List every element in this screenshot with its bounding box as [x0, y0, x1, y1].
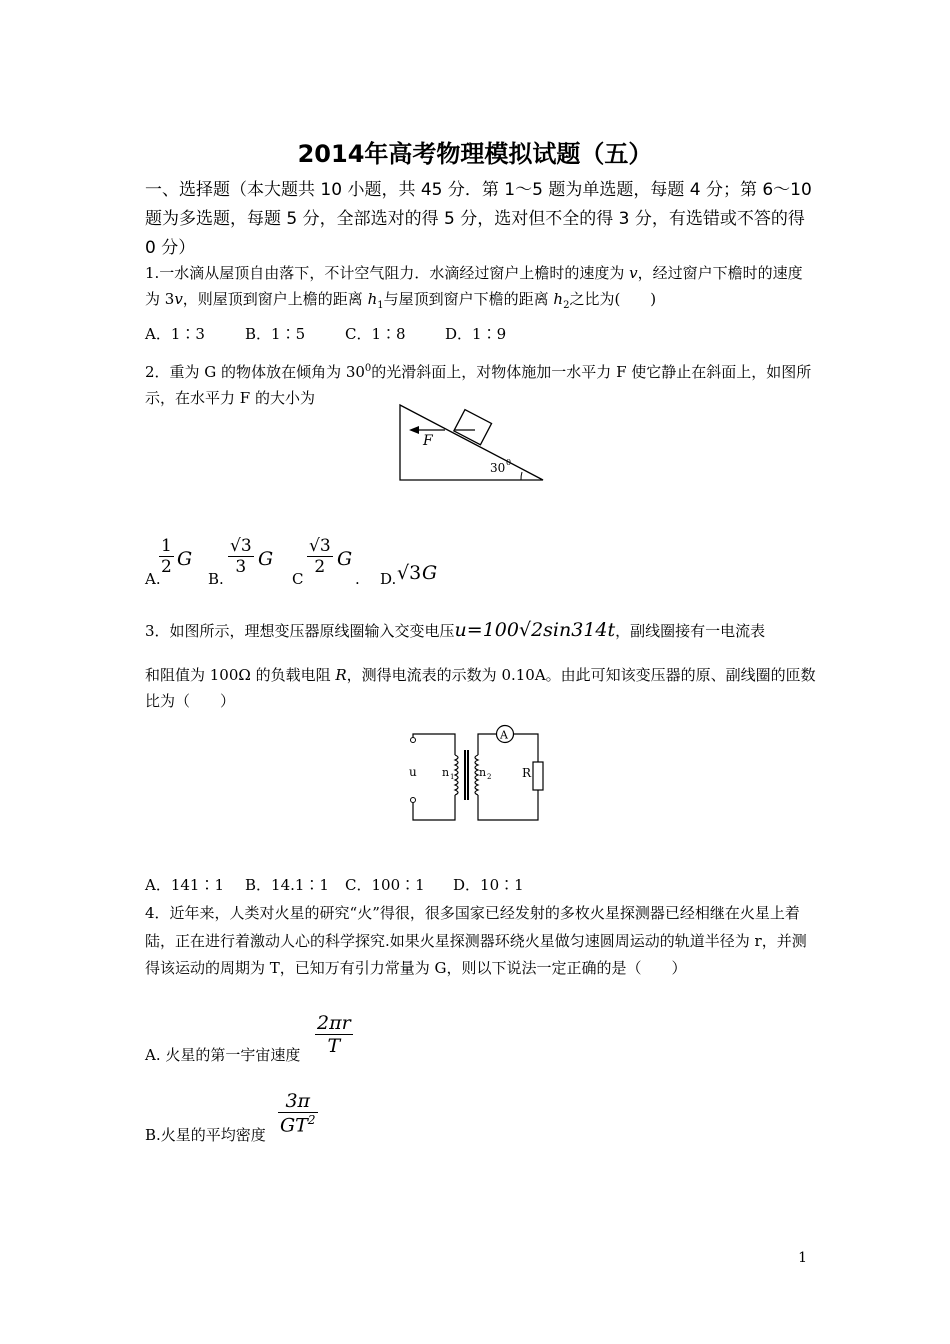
q1-v2: v: [174, 290, 183, 308]
q1-text-a: 1.一水滴从屋顶自由落下，不计空气阻力．水滴经过窗户上檐时的速度为: [145, 264, 630, 282]
q2-option-a-num: 1: [161, 536, 172, 556]
q3-text-c: 和阻值为 100Ω 的负载电阻: [145, 666, 336, 684]
q1-text-d: 与屋顶到窗户下檐的距离: [383, 290, 554, 308]
q3-R: R: [335, 666, 347, 684]
q4-option-a-frac: [315, 1012, 353, 1057]
q2-option-c-den: 2: [314, 557, 326, 577]
label-n2-sub: 2: [487, 773, 492, 781]
page-number: 1: [798, 1250, 807, 1266]
label-R: R: [522, 766, 532, 780]
section-heading: 一、选择题（本大题共 10 小题，共 45 分．第 1～5 题为单选题，每题 4 分；第 6～10 题为多选题，每题 5 分，全部选对的得 5 分，选对但不全的得 3 分，有选错或不答的得 0 分）: [145, 180, 812, 258]
q4-option-b-text: B.火星的平均密度: [145, 1126, 266, 1144]
q2-option-c-num: √3: [309, 536, 331, 556]
q2-option-c-var: G: [337, 548, 353, 570]
q2-text-b: 的光滑斜面上，对物体施加一水平力 F 使它静止在斜面上，如图所示，在水平力 F 的大小为: [145, 363, 812, 407]
q4-option-a-text: A. 火星的第一宇宙速度: [145, 1046, 301, 1064]
primary-coil: [455, 755, 458, 795]
incline-figure: [395, 400, 550, 486]
q2-option-b-label: B.: [208, 570, 224, 588]
label-u: u: [409, 765, 417, 779]
q2-option-c-dot: .: [355, 570, 360, 588]
q2-option-a-den: 2: [161, 557, 172, 577]
q4-option-b-den-text: GT: [280, 1114, 308, 1137]
block: [454, 410, 492, 445]
q3-option-a: A．141∶1: [145, 876, 225, 894]
q1-text-e: 之比为( ): [569, 290, 657, 308]
secondary-coil: [475, 755, 478, 795]
q2-option-b-den: 3: [235, 557, 247, 577]
q3-formula: u=100√2sin314t: [454, 619, 616, 641]
block-rect: [454, 410, 492, 445]
force-label: F: [423, 433, 433, 449]
q1-v: v: [629, 264, 638, 282]
angle-degree: 0: [506, 458, 512, 467]
q3-text-a: 3．如图所示，理想变压器原线圈输入交变电压: [145, 622, 455, 640]
q1-h2: h: [553, 290, 564, 308]
q1-text-c: ，则屋顶到窗户上檐的距离: [182, 290, 368, 308]
q3-text-d: ，测得电流表的示数为 0.10A。由此可知该变压器的原、副线圈的匝数比为（ ）: [145, 666, 816, 710]
q2-option-a-frac: [159, 536, 174, 577]
angle-arc: [521, 472, 522, 480]
q2-degree: 0: [364, 363, 372, 374]
question-4: 4．近年来，人类对火星的研究“火”得很，很多国家已经发射的多枚火星探测器已经相继在火星上着陆，正在进行着激动人心的科学探究.如果火星探测器环绕火星做匀速圆周运动的轨道半径为 r，并测得该运动的周期为 T，已知万有引力常量为 G，则以下说法一定正确的是（ ）: [145, 904, 807, 977]
transformer-circuit: [400, 720, 550, 826]
question-3-cont: [145, 662, 817, 714]
q4-option-b-frac: [278, 1090, 318, 1136]
ammeter-label: A: [500, 728, 508, 742]
question-1: [145, 260, 817, 319]
q1-option-a: A．1∶3: [145, 325, 205, 343]
q1-option-d: D．1∶9: [445, 325, 507, 343]
label-n2: n: [479, 766, 487, 779]
q3-option-b: B．14.1∶1: [245, 876, 329, 894]
q4-option-a-den: T: [327, 1035, 341, 1057]
q2-option-d-expr: √3: [397, 562, 422, 584]
q2-option-a-label: A.: [145, 570, 161, 588]
q4-option-b-den-sup: 2: [307, 1113, 316, 1127]
q2-option-b-frac: [228, 536, 254, 577]
angle-label: 30: [490, 461, 506, 475]
terminal-bottom: [411, 798, 416, 803]
q2-options: [145, 536, 465, 588]
force-arrow-head: [409, 426, 419, 434]
q1-text-b: ，经过窗户下檐时的速度为 3: [145, 264, 803, 308]
label-n1: n: [442, 766, 450, 779]
q1-option-c: C．1∶8: [345, 325, 406, 343]
q2-option-d-label: D.: [380, 570, 397, 588]
q2-option-d-var: G: [422, 562, 438, 584]
q2-option-b-var: G: [258, 548, 274, 570]
q4-option-b: [145, 1088, 445, 1148]
q4-option-b-den: [278, 1113, 318, 1136]
q4-option-a: [145, 1010, 445, 1070]
q1-option-b: B．1∶5: [245, 325, 306, 343]
q2-text: 2．重为 G 的物体放在倾角为 30: [145, 363, 365, 381]
q2-option-a-var: G: [177, 548, 193, 570]
q3-option-d: D．10∶1: [453, 876, 524, 894]
question-3: [145, 617, 817, 644]
resistor: [533, 762, 543, 790]
terminal-top: [411, 738, 416, 743]
q1-h1: h: [367, 290, 378, 308]
q2-option-b-num: √3: [230, 536, 252, 556]
q4-option-a-num: 2πr: [317, 1012, 351, 1034]
q3-text-b: ，副线圈接有一电流表: [615, 622, 766, 640]
q1-h2-sub: 2: [563, 300, 570, 311]
q3-option-c: C．100∶1: [345, 876, 425, 894]
q1-h1-sub: 1: [377, 300, 384, 311]
q4-option-b-num: 3π: [278, 1090, 318, 1113]
q2-option-c-label: C: [292, 570, 304, 588]
q2-option-c-frac: [307, 536, 333, 577]
page-title: 2014年高考物理模拟试题（五）: [297, 140, 653, 168]
label-n1-sub: 1: [450, 773, 455, 781]
